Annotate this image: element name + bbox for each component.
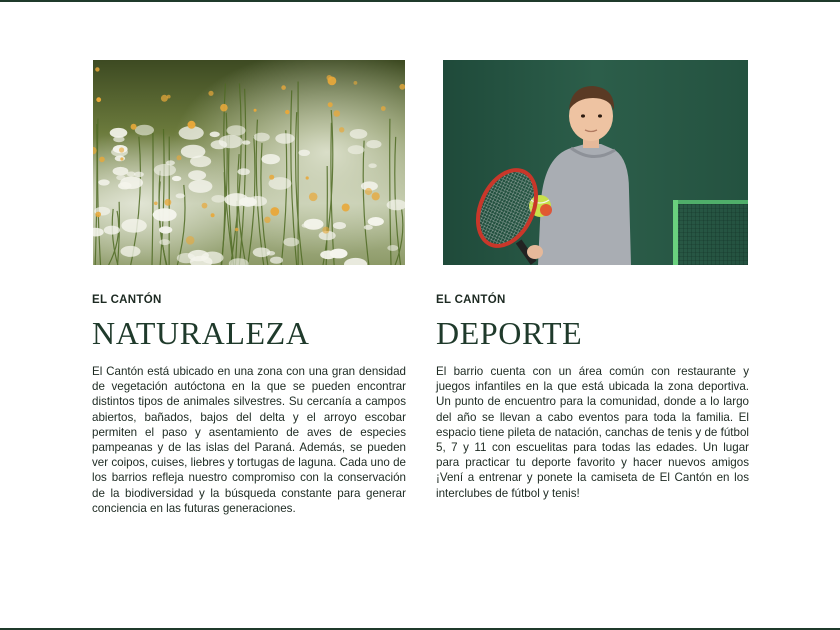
nature-title: NATURALEZA bbox=[92, 315, 310, 351]
nature-photo bbox=[93, 60, 405, 265]
sport-title: DEPORTE bbox=[436, 315, 583, 351]
nature-section bbox=[92, 293, 406, 516]
sport-photo bbox=[443, 60, 748, 265]
sport-body: El barrio cuenta con un área común con restaurante y juegos infantiles en la que está ubicada la zona deportiva. Un punto de encuentro para la comunidad, donde a lo largo del año se llevan a cabo eventos para toda la familia. El espacio tiene pileta de natación, canchas de tenis y de fútbol 5, 7 y 11 con escuelitas para todas las edades. Un lugar para practicar tu deporte favorito y hacer nuevos amigos ¡Vení a entrenar y ponete la camiseta de El Cantón en los interclubes de fútbol y tenis! bbox=[436, 365, 749, 500]
nature-eyebrow: EL CANTÓN bbox=[92, 294, 162, 306]
child-tennis-illustration bbox=[443, 60, 748, 265]
wildflower-meadow-illustration bbox=[93, 60, 405, 265]
tennis-net bbox=[675, 200, 748, 265]
page-top-border bbox=[0, 0, 840, 2]
sport-eyebrow: EL CANTÓN bbox=[436, 294, 506, 306]
sport-section bbox=[436, 293, 749, 501]
nature-body: El Cantón está ubicado en una zona con una gran densidad de vegetación autóctona en la que se pueden encontrar distintos tipos de animales silvestres. Su cercanía a campos abiertos, bañados, bajos del delta y el arroyo escobar permiten el paso y asentamiento de aves de especies pampeanas y de las islas del Paraná. Además, se pueden ver coipos, cuises, liebres y tortugas de laguna. Cada uno de los barrios refleja nuestro compromiso con la conservación de la biodiversidad y la búsqueda constante para generar conciencia en las futuras generaciones. bbox=[92, 365, 406, 515]
